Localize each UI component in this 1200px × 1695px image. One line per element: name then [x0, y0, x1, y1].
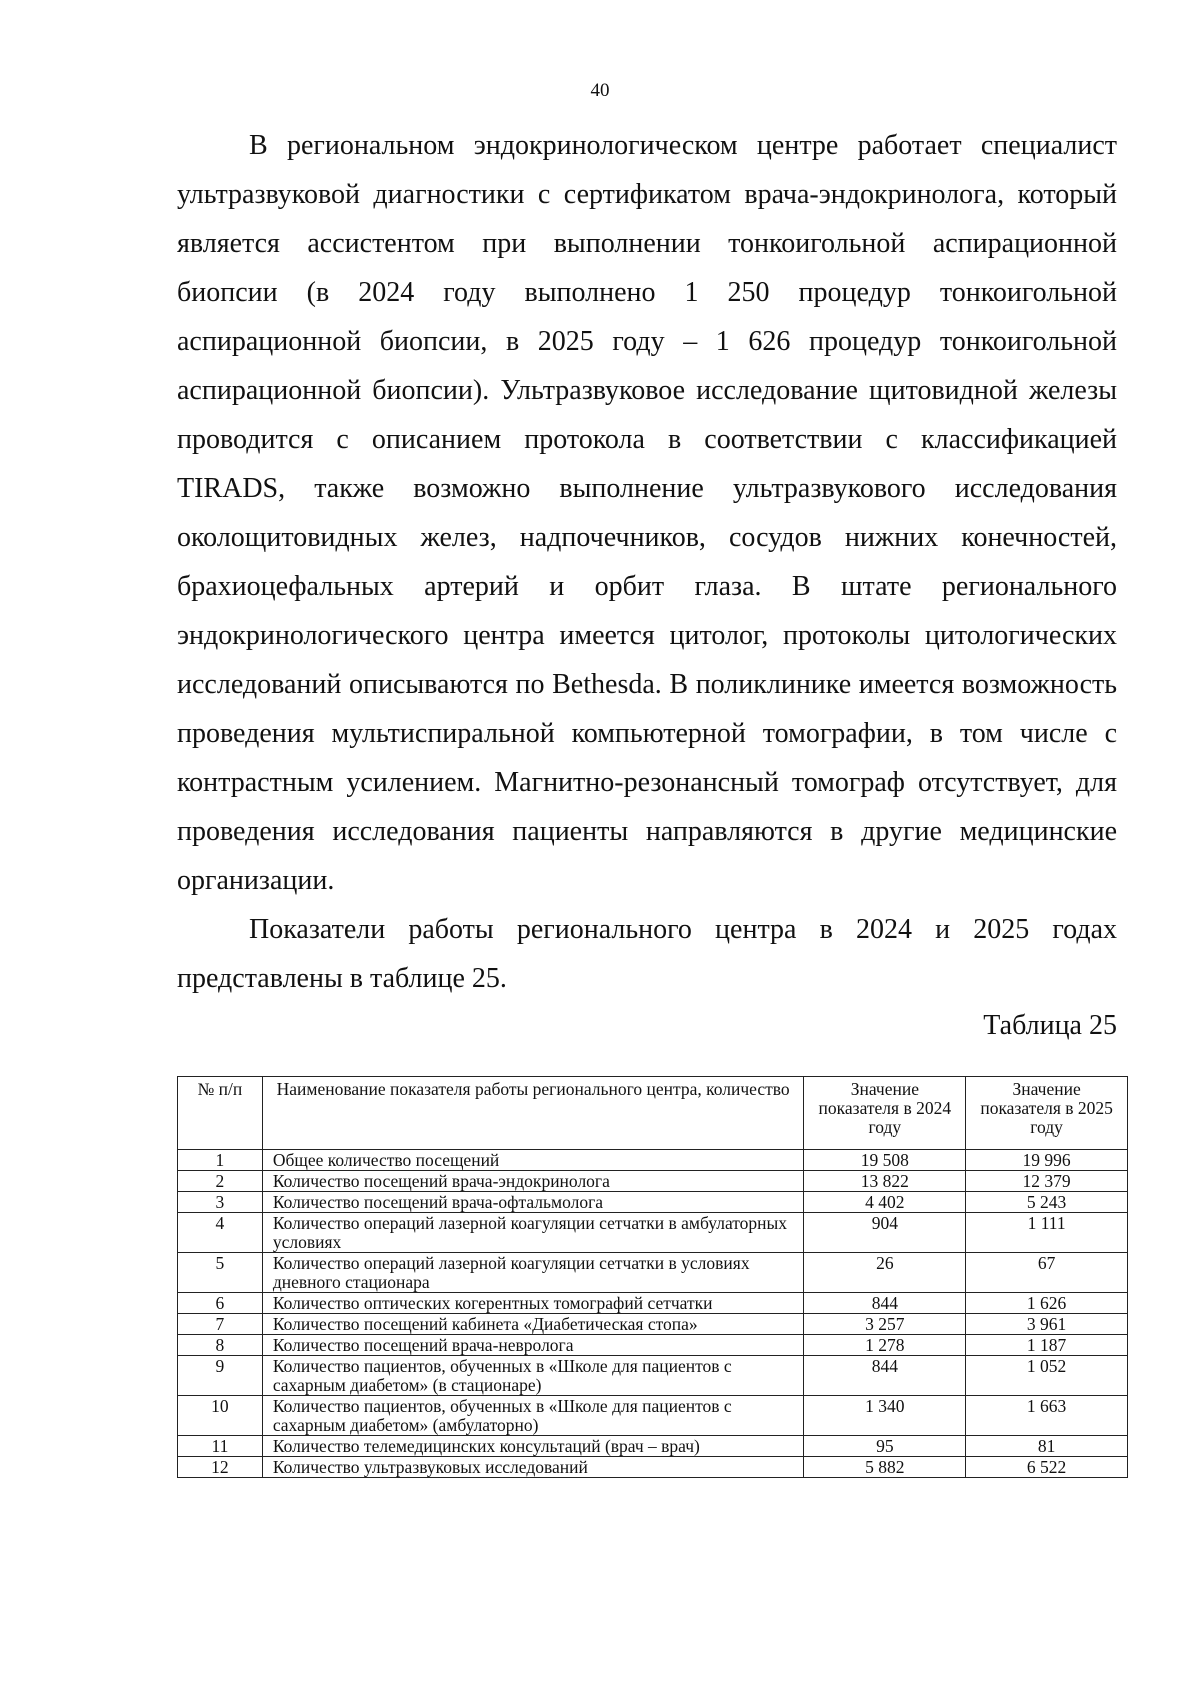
table-header-row	[178, 1077, 1128, 1150]
paragraph-table-intro: Показатели работы регионального центра в 2024 и 2025 годах представлены в таблице 25.	[177, 914, 1117, 994]
row-value-2025: 1 663	[966, 1396, 1128, 1436]
row-value-2024: 5 882	[804, 1457, 966, 1478]
row-value-2024: 95	[804, 1436, 966, 1457]
row-value-2025: 81	[966, 1436, 1128, 1457]
row-number: 4	[178, 1213, 263, 1253]
row-number: 8	[178, 1335, 263, 1356]
header-indicator-name: Наименование показателя работы регионального центра, количество	[262, 1077, 804, 1150]
header-number: № п/п	[178, 1077, 263, 1150]
row-value-2024: 844	[804, 1293, 966, 1314]
row-indicator-name: Количество пациентов, обученных в «Школе для пациентов с сахарным диабетом» (в стационаре)	[262, 1356, 804, 1396]
row-value-2024: 844	[804, 1356, 966, 1396]
table-body	[178, 1150, 1128, 1478]
row-value-2024: 4 402	[804, 1192, 966, 1213]
row-number: 9	[178, 1356, 263, 1396]
table-caption: Таблица 25	[983, 1010, 1117, 1041]
row-indicator-name: Количество оптических когерентных томографий сетчатки	[262, 1293, 804, 1314]
row-indicator-name: Количество телемедицинских консультаций (врач – врач)	[262, 1436, 804, 1457]
row-value-2025: 1 626	[966, 1293, 1128, 1314]
row-value-2024: 904	[804, 1213, 966, 1253]
row-indicator-name: Количество посещений врача-офтальмолога	[262, 1192, 804, 1213]
row-indicator-name: Количество посещений врача-невролога	[262, 1335, 804, 1356]
row-value-2025: 3 961	[966, 1314, 1128, 1335]
row-indicator-name: Количество посещений врача-эндокринолога	[262, 1171, 804, 1192]
table-row	[178, 1396, 1128, 1436]
table-row	[178, 1457, 1128, 1478]
header-value-2024: Значение показателя в 2024 году	[804, 1077, 966, 1150]
table-row	[178, 1436, 1128, 1457]
row-number: 11	[178, 1436, 263, 1457]
row-value-2024: 26	[804, 1253, 966, 1293]
indicators-table	[177, 1076, 1128, 1478]
row-indicator-name: Количество операций лазерной коагуляции сетчатки в амбулаторных условиях	[262, 1213, 804, 1253]
table-row	[178, 1253, 1128, 1293]
row-number: 5	[178, 1253, 263, 1293]
table-row	[178, 1213, 1128, 1253]
row-value-2025: 12 379	[966, 1171, 1128, 1192]
row-indicator-name: Количество ультразвуковых исследований	[262, 1457, 804, 1478]
page-number: 40	[590, 80, 610, 101]
row-number: 12	[178, 1457, 263, 1478]
row-number: 10	[178, 1396, 263, 1436]
row-indicator-name: Количество пациентов, обученных в «Школе для пациентов с сахарным диабетом» (амбулаторно)	[262, 1396, 804, 1436]
table-row	[178, 1335, 1128, 1356]
row-value-2025: 1 052	[966, 1356, 1128, 1396]
row-number: 6	[178, 1293, 263, 1314]
row-value-2025: 1 187	[966, 1335, 1128, 1356]
row-indicator-name: Общее количество посещений	[262, 1150, 804, 1171]
row-number: 1	[178, 1150, 263, 1171]
header-value-2025: Значение показателя в 2025 году	[966, 1077, 1128, 1150]
row-value-2025: 19 996	[966, 1150, 1128, 1171]
row-value-2024: 19 508	[804, 1150, 966, 1171]
row-value-2024: 1 278	[804, 1335, 966, 1356]
row-value-2024: 3 257	[804, 1314, 966, 1335]
table-row	[178, 1293, 1128, 1314]
row-value-2025: 6 522	[966, 1457, 1128, 1478]
paragraph-center-description: В региональном эндокринологическом центре работает специалист ультразвуковой диагностики с сертификатом врача-эндокринолога, который является ассистентом при выполнении тонкоигольной аспирационной биопсии (в 2024 году выполнено 1 250 процедур тонкоигольной аспирационной биопсии, в 2025 году – 1 626 процедур тонкоигольной аспирационной биопсии). Ультразвуковое исследование щитовидной железы проводится с описанием протокола в соответствии с классификацией TIRADS, также возможно выполнение ультразвукового исследования околощитовидных желез, надпочечников, сосудов нижних конечностей, брахиоцефальных артерий и орбит глаза. В штате регионального эндокринологического центра имеется цитолог, протоколы цитологических исследований описываются по Bethesda. В поликлинике имеется возможность проведения мультиспиральной компьютерной томографии, в том числе с контрастным усилением. Магнитно-резонансный томограф отсутствует, для проведения исследования пациенты направляются в другие медицинские организации.	[177, 130, 1117, 896]
row-value-2024: 13 822	[804, 1171, 966, 1192]
row-value-2025: 5 243	[966, 1192, 1128, 1213]
table-row	[178, 1171, 1128, 1192]
row-number: 2	[178, 1171, 263, 1192]
row-indicator-name: Количество посещений кабинета «Диабетическая стопа»	[262, 1314, 804, 1335]
row-indicator-name: Количество операций лазерной коагуляции сетчатки в условиях дневного стационара	[262, 1253, 804, 1293]
row-number: 3	[178, 1192, 263, 1213]
row-number: 7	[178, 1314, 263, 1335]
table-row	[178, 1150, 1128, 1171]
table-row	[178, 1192, 1128, 1213]
table-row	[178, 1356, 1128, 1396]
table-row	[178, 1314, 1128, 1335]
row-value-2025: 67	[966, 1253, 1128, 1293]
row-value-2024: 1 340	[804, 1396, 966, 1436]
row-value-2025: 1 111	[966, 1213, 1128, 1253]
